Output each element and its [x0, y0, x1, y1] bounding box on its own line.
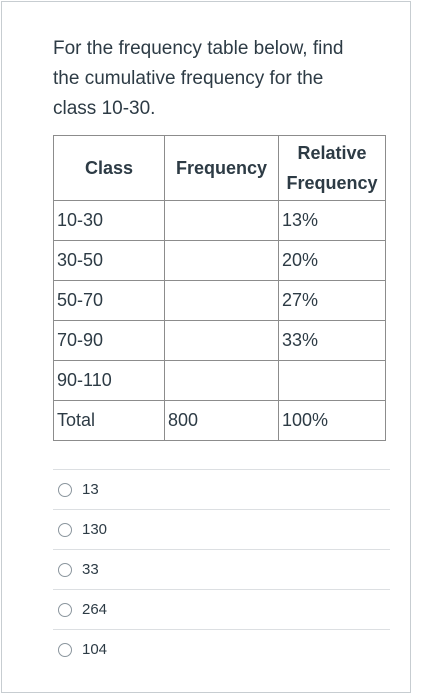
- header-class: Class: [54, 136, 165, 201]
- answer-option[interactable]: [53, 549, 390, 589]
- cell-relative: 27%: [279, 281, 386, 321]
- radio-button[interactable]: [58, 523, 72, 537]
- cell-relative: [279, 361, 386, 401]
- header-relative-line-1: Relative: [297, 143, 367, 163]
- cell-frequency: [165, 361, 279, 401]
- answer-option[interactable]: [53, 629, 390, 669]
- cell-frequency: [165, 241, 279, 281]
- cell-class: 70-90: [54, 321, 165, 361]
- cell-class: 30-50: [54, 241, 165, 281]
- header-frequency: Frequency: [165, 136, 279, 201]
- answer-label: 130: [82, 521, 108, 538]
- cell-relative: 13%: [279, 201, 386, 241]
- question-line-1: For the frequency table below, find: [53, 38, 344, 59]
- table-header-row: [54, 136, 386, 201]
- cell-relative: 100%: [279, 401, 386, 441]
- cell-class: Total: [54, 401, 165, 441]
- question-line-3: class 10-30.: [53, 98, 156, 119]
- radio-button[interactable]: [58, 643, 72, 657]
- header-relative-frequency: [279, 136, 386, 201]
- cell-class: 90-110: [54, 361, 165, 401]
- table-row: [54, 201, 386, 241]
- table-row: [54, 321, 386, 361]
- answer-label: 13: [82, 481, 99, 498]
- header-relative-line-2: Frequency: [286, 173, 378, 193]
- question-text: [53, 34, 383, 124]
- table-row-total: [54, 401, 386, 441]
- radio-button[interactable]: [58, 483, 72, 497]
- radio-button[interactable]: [58, 563, 72, 577]
- cell-frequency: [165, 321, 279, 361]
- question-line-2: the cumulative frequency for the: [53, 68, 324, 89]
- answer-option[interactable]: [53, 469, 390, 509]
- table-row: [54, 361, 386, 401]
- answer-label: 104: [82, 641, 108, 658]
- cell-relative: 20%: [279, 241, 386, 281]
- answer-option[interactable]: [53, 509, 390, 549]
- cell-relative: 33%: [279, 321, 386, 361]
- cell-class: 10-30: [54, 201, 165, 241]
- cell-frequency: [165, 281, 279, 321]
- cell-class: 50-70: [54, 281, 165, 321]
- answer-label: 33: [82, 561, 99, 578]
- answer-label: 264: [82, 601, 108, 618]
- cell-frequency: [165, 201, 279, 241]
- radio-button[interactable]: [58, 603, 72, 617]
- answer-option[interactable]: [53, 589, 390, 629]
- answer-options: [53, 469, 390, 669]
- cell-frequency: 800: [165, 401, 279, 441]
- table-row: [54, 241, 386, 281]
- frequency-table: [53, 135, 386, 441]
- table-row: [54, 281, 386, 321]
